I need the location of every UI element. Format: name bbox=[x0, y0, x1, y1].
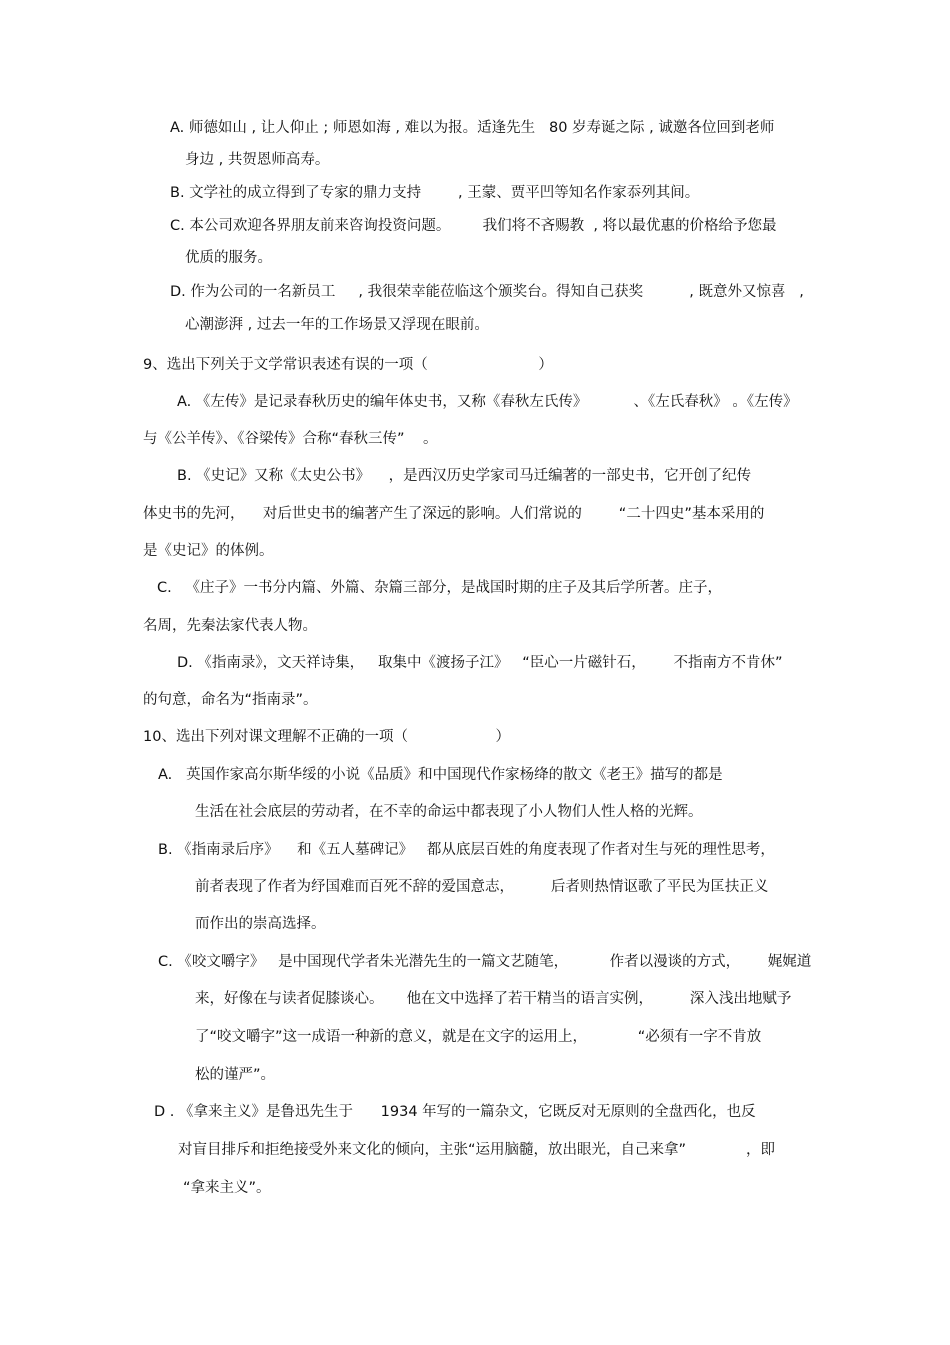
q8-option-c-line2: 优质的服务。 bbox=[185, 250, 272, 266]
q8-option-d-line2: 心潮澎湃 , 过去一年的工作场景又浮现在眼前。 bbox=[185, 317, 489, 333]
q9-option-b-line2: 体史书的先河， 对后世史书的编著产生了深远的影响。人们常说的 “二十四史”基本采用的 bbox=[143, 506, 765, 522]
q9-option-a-line1: A. 《左传》是记录春秋历史的编年体史书，又称《春秋左氏传》 、《左氏春秋》 。《左传》 bbox=[177, 394, 798, 410]
q8-option-a-line2: 身边 , 共贺恩师高寿。 bbox=[185, 152, 330, 168]
q9-option-b-line3: 是《史记》的体例。 bbox=[143, 543, 274, 559]
q10-option-d-line1: D . 《拿来主义》是鲁迅先生于 1934 年写的一篇杂文，它既反对无原则的全盘西化，也反 bbox=[154, 1104, 756, 1120]
q10-option-a-line2: 生活在社会底层的劳动者，在不幸的命运中都表现了小人物们人性人格的光辉。 bbox=[195, 804, 703, 820]
q9-option-d-line1: D. 《指南录》，文天祥诗集， 取集中《渡扬子江》 “臣心一片磁针石， 不指南方不肯休” bbox=[177, 655, 783, 671]
q9-option-c-line2: 名周，先秦法家代表人物。 bbox=[143, 618, 317, 634]
q10-option-d-line3: “拿来主义”。 bbox=[183, 1180, 271, 1196]
q10-stem: 10、选出下列对课文理解不正确的一项（ ） bbox=[143, 729, 511, 745]
q10-option-c-line4: 松的谨严”。 bbox=[195, 1067, 276, 1083]
q8-option-c-line1: C. 本公司欢迎各界朋友前来咨询投资问题。 我们将不吝赐教 , 将以最优惠的价格给予您最 bbox=[170, 218, 777, 234]
q10-option-b-line2: 前者表现了作者为纾国难而百死不辞的爱国意志， 后者则热情讴歌了平民为匡扶正义 bbox=[195, 879, 769, 895]
q9-option-c-line1: C. 《庄子》一书分内篇、外篇、杂篇三部分，是战国时期的庄子及其后学所著。庄子， bbox=[157, 580, 723, 596]
q9-option-b-line1: B. 《史记》又称《太史公书》 ，是西汉历史学家司马迁编著的一部史书，它开创了纪传 bbox=[177, 468, 752, 484]
q8-option-b-line1: B. 文学社的成立得到了专家的鼎力支持 , 王蒙、贾平凹等知名作家忝列其间。 bbox=[170, 185, 700, 201]
q8-option-a-line1: A. 师德如山 , 让人仰止 ; 师恩如海 , 难以为报。适逢先生 80 岁寿诞之际 , 诚邀各位回到老师 bbox=[170, 120, 775, 136]
q9-option-a-line2: 与《公羊传》、《谷梁传》合称“春秋三传” 。 bbox=[143, 431, 438, 447]
q8-option-d-line1: D. 作为公司的一名新员工 , 我很荣幸能莅临这个颁奖台。得知自己获奖 , 既意外又惊喜 , bbox=[170, 284, 804, 300]
q10-option-c-line3: 了“咬文嚼字”这一成语一种新的意义，就是在文字的运用上， “必须有一字不肯放 bbox=[195, 1029, 762, 1045]
q10-option-b-line1: B. 《指南录后序》 和《五人墓碑记》 都从底层百姓的角度表现了作者对生与死的理性思考， bbox=[158, 842, 775, 858]
q9-stem: 9、选出下列关于文学常识表述有误的一项（ ） bbox=[143, 357, 553, 373]
q10-option-c-line2: 来，好像在与读者促膝谈心。 他在文中选择了若干精当的语言实例， 深入浅出地赋予 bbox=[195, 991, 792, 1007]
q10-option-d-line2: 对盲目排斥和拒绝接受外来文化的倾向，主张“运用脑髓，放出眼光，自己来拿” ，即 bbox=[178, 1142, 775, 1158]
q10-option-a-line1: A. 英国作家高尔斯华绥的小说《品质》和中国现代作家杨绛的散文《老王》描写的都是 bbox=[158, 767, 723, 783]
q10-option-c-line1: C. 《咬文嚼字》 是中国现代学者朱光潜先生的一篇文艺随笔， 作者以漫谈的方式， 娓娓道 bbox=[158, 954, 812, 970]
q10-option-b-line3: 而作出的崇高选择。 bbox=[195, 916, 326, 932]
q9-option-d-line2: 的句意，命名为“指南录”。 bbox=[143, 692, 318, 708]
